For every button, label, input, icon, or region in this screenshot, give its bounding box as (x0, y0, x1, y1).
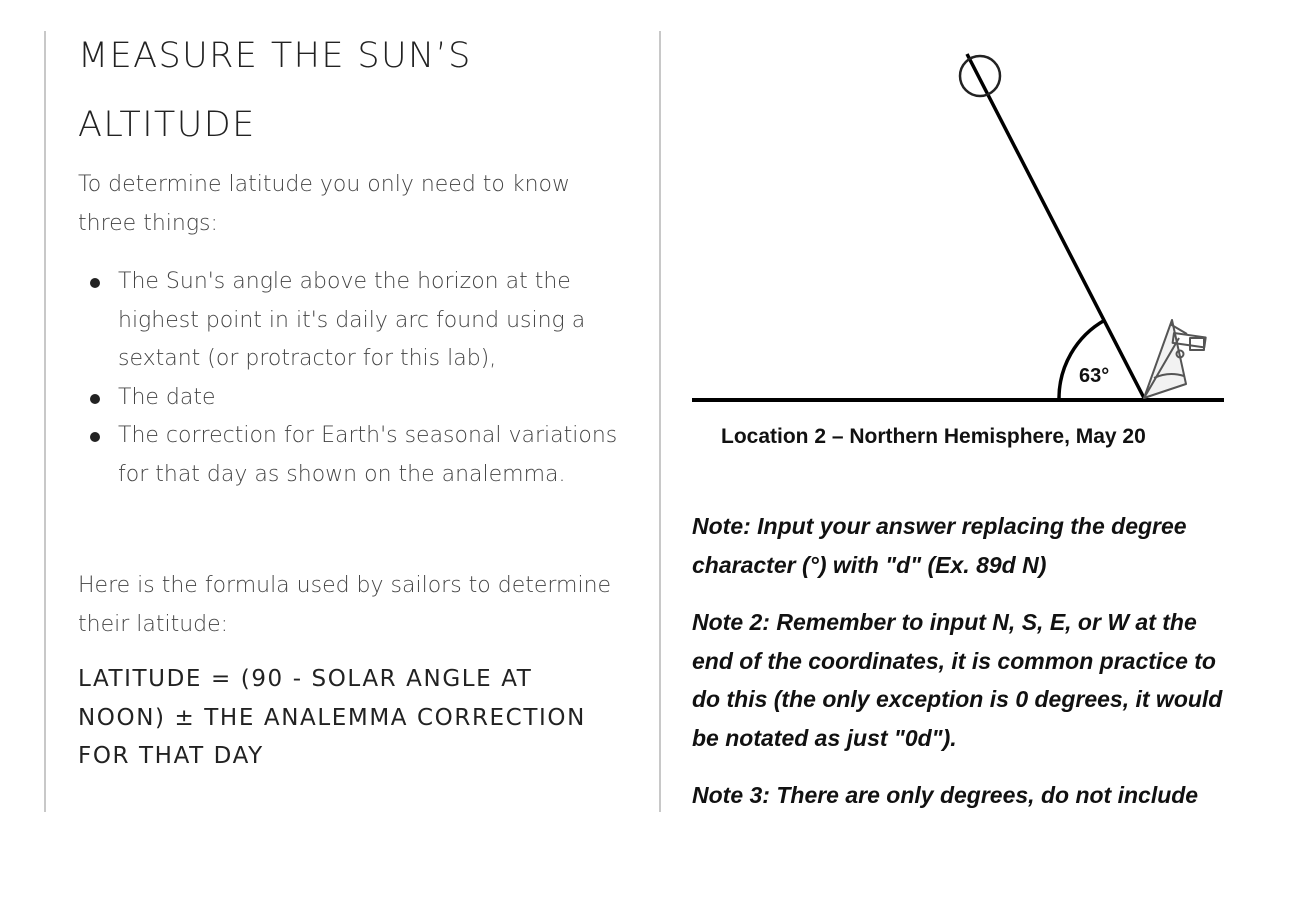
list-item: The date (78, 379, 623, 418)
note-2: Note 2: Remember to input N, S, E, or W at the end of the coordinates, it is common practice to do this (the only exception is 0 degrees, it would be notated as just "0d"). (692, 609, 1223, 751)
note-1: Note: Input your answer replacing the degree character (°) with "d" (Ex. 89d N) (692, 513, 1187, 578)
page-title: MEASURE THE SUN’S ALTITUDE (78, 36, 472, 145)
list-item: The correction for Earth's seasonal variations for that day as shown on the analemma. (78, 417, 623, 494)
list-item: The Sun's angle above the horizon at the highest point in it's daily arc found using a sextant (or protractor for this lab), (78, 263, 623, 379)
requirements-list (78, 263, 623, 494)
sextant-icon (1144, 320, 1206, 398)
notes-section (692, 507, 1232, 813)
note-3: Note 3: There are only degrees, do not include (692, 782, 1199, 808)
formula-intro-paragraph: Here is the formula used by sailors to determine their latitude: (78, 573, 612, 637)
left-column (78, 22, 623, 822)
sun-sightline (967, 54, 1144, 398)
latitude-formula: LATITUDE = (90 - SOLAR ANGLE AT NOON) ± THE ANALEMMA CORRECTION FOR THAT DAY (78, 666, 586, 769)
angle-label: 63° (1079, 365, 1110, 387)
right-column (692, 38, 1232, 813)
figure-caption: Location 2 – Northern Hemisphere, May 20 (721, 425, 1146, 448)
angle-arc (1059, 320, 1105, 400)
intro-paragraph: To determine latitude you only need to know three things: (78, 172, 571, 236)
sun-altitude-diagram (692, 38, 1232, 418)
sun-altitude-figure (692, 38, 1232, 470)
column-divider (659, 31, 661, 812)
left-column-rule (44, 31, 46, 812)
